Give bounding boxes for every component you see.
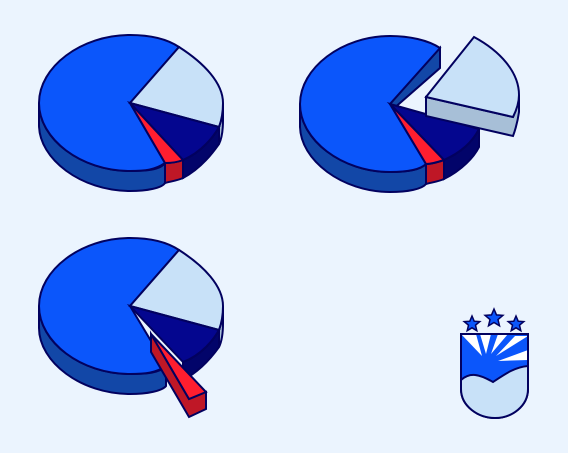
star-icon bbox=[508, 316, 524, 331]
emblem-icon bbox=[461, 309, 528, 418]
emblem-clipped-art bbox=[461, 334, 528, 418]
star-icon bbox=[485, 309, 503, 326]
pie-chart-icon bbox=[39, 35, 223, 191]
pie-chart-extruded-slice-icon bbox=[39, 238, 223, 417]
pie-chart-exploded-slice-icon bbox=[300, 36, 519, 192]
star-icon bbox=[464, 316, 480, 331]
